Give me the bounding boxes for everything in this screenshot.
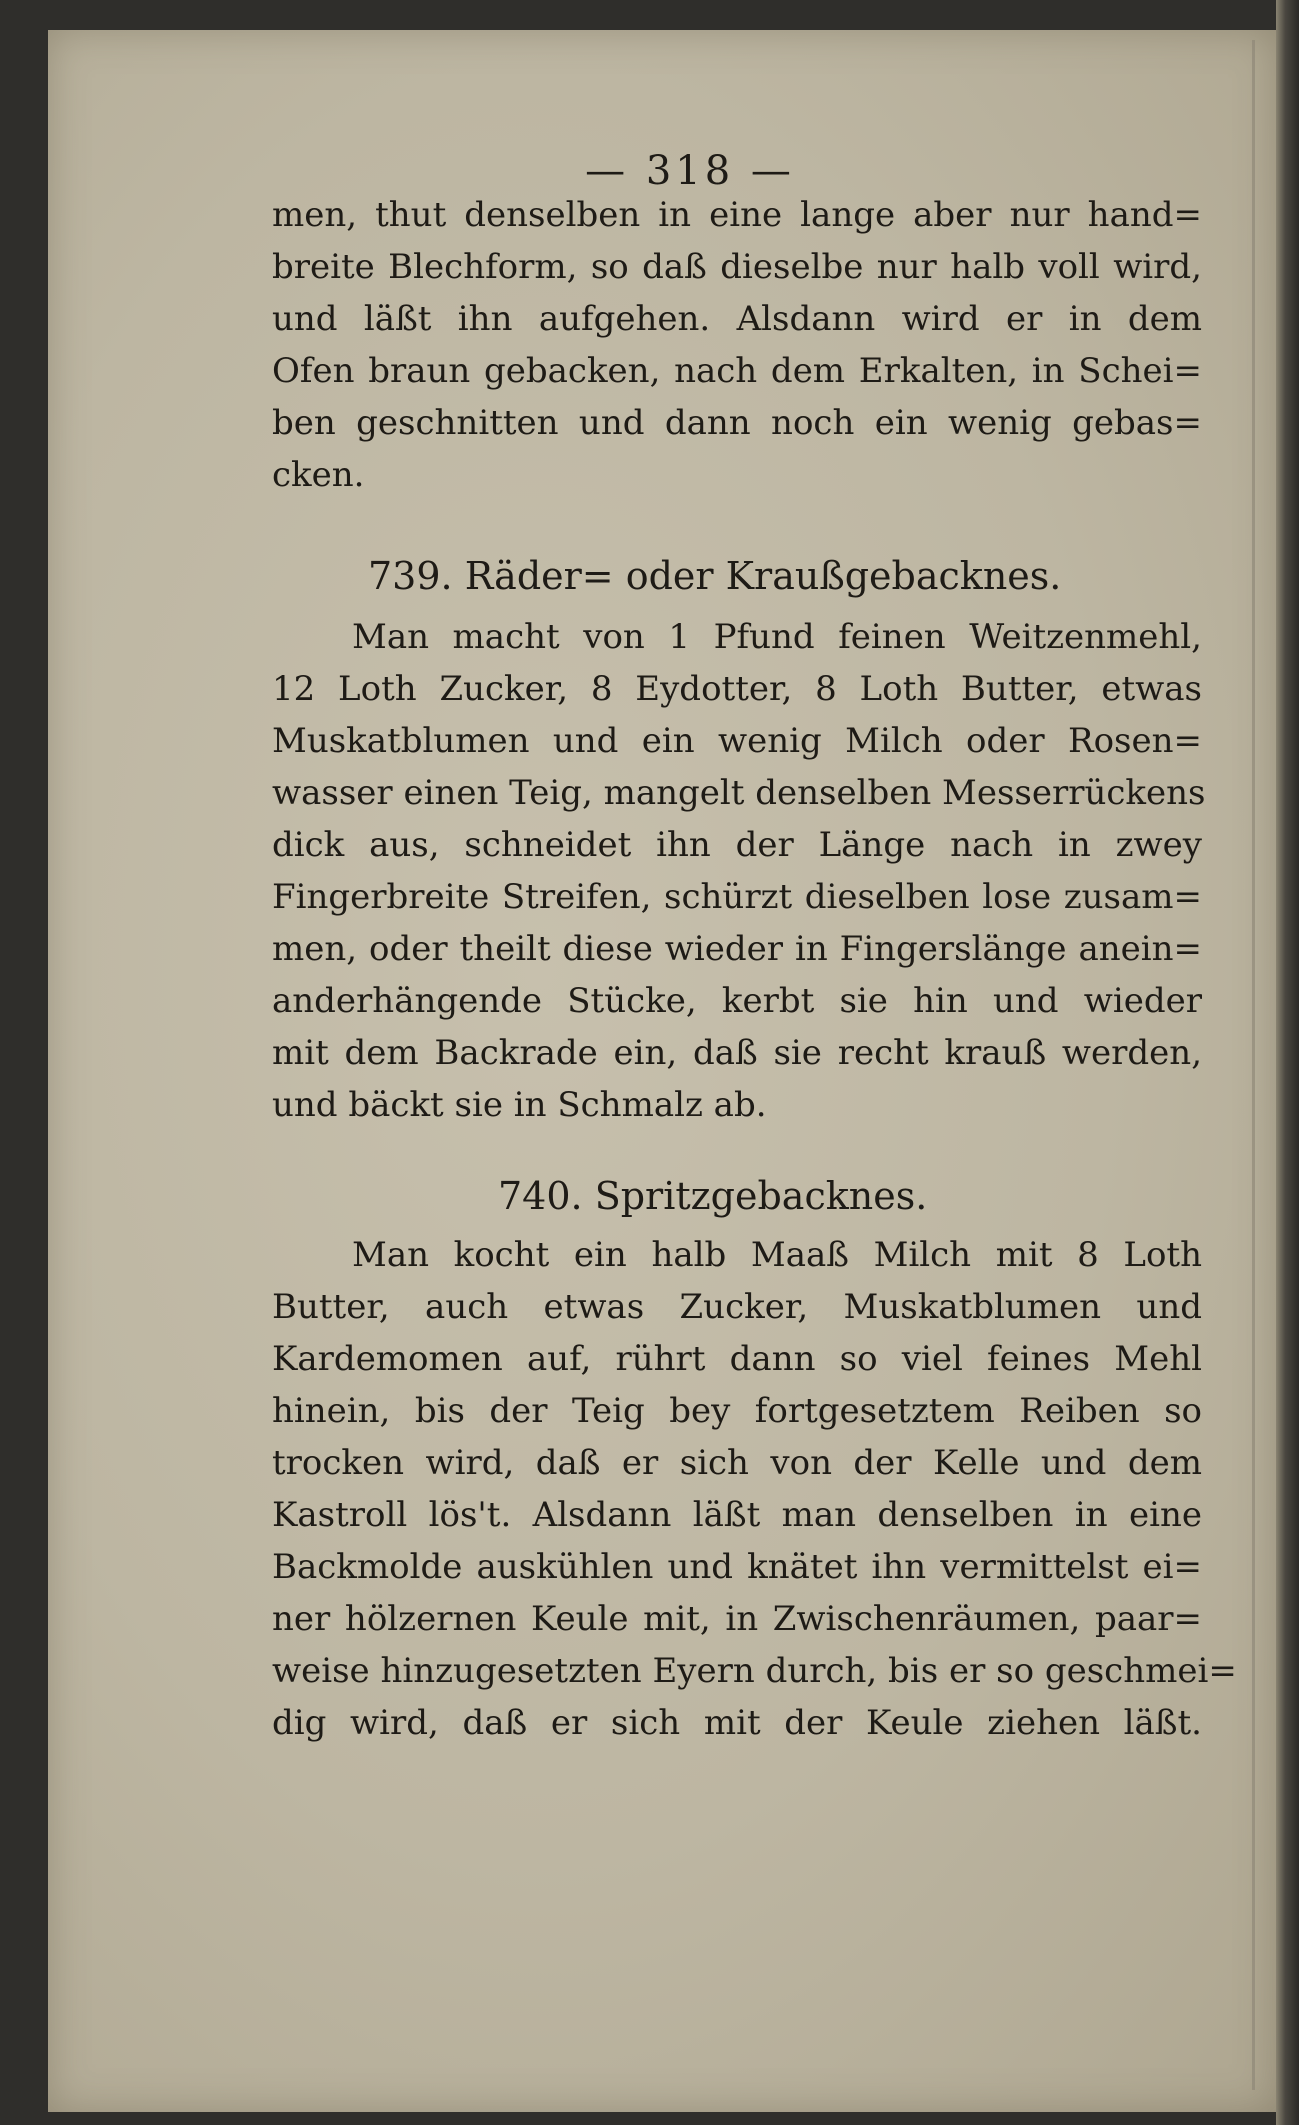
recipe-739-line: 12 Loth Zucker, 8 Eydotter, 8 Loth Butter, etwas bbox=[272, 669, 1202, 709]
recipe-739-line: anderhängende Stücke, kerbt sie hin und wieder bbox=[272, 981, 1202, 1021]
page-number: — 318 — bbox=[585, 148, 795, 194]
intro-line: men, thut denselben in eine lange aber nur hand= bbox=[272, 195, 1202, 235]
recipe-739-heading: 739. Räder= oder Kraußgebacknes. bbox=[368, 554, 1062, 598]
recipe-739-line: Fingerbreite Streifen, schürzt dieselben lose zusam= bbox=[272, 877, 1202, 917]
recipe-740-line: Kastroll lös't. Alsdann läßt man denselben in eine bbox=[272, 1495, 1202, 1535]
recipe-740-line: Man kocht ein halb Maaß Milch mit 8 Loth bbox=[352, 1235, 1202, 1275]
recipe-739-line: wasser einen Teig, mangelt denselben Messerrückens bbox=[272, 773, 1206, 813]
recipe-740-line: Backmolde auskühlen und knätet ihn vermittelst ei= bbox=[272, 1547, 1202, 1587]
recipe-740-line: Kardemomen auf, rührt dann so viel feines Mehl bbox=[272, 1339, 1202, 1379]
recipe-739-line: Man macht von 1 Pfund feinen Weitzenmehl, bbox=[352, 617, 1202, 657]
recipe-740-line: weise hinzugesetzten Eyern durch, bis er so geschmei= bbox=[272, 1651, 1237, 1691]
recipe-739-line: men, oder theilt diese wieder in Fingerslänge anein= bbox=[272, 929, 1202, 969]
recipe-740-line: trocken wird, daß er sich von der Kelle und dem bbox=[272, 1443, 1202, 1483]
recipe-740-line: ner hölzernen Keule mit, in Zwischenräumen, paar= bbox=[272, 1599, 1202, 1639]
recipe-739-line: dick aus, schneidet ihn der Länge nach in zwey bbox=[272, 825, 1202, 865]
recipe-740-line: Butter, auch etwas Zucker, Muskatblumen und bbox=[272, 1287, 1202, 1327]
recipe-740-heading: 740. Spritzgebacknes. bbox=[498, 1174, 928, 1218]
recipe-740-line: dig wird, daß er sich mit der Keule ziehen läßt. bbox=[272, 1703, 1202, 1743]
page-fold-line bbox=[1252, 40, 1255, 2090]
recipe-739-line: Muskatblumen und ein wenig Milch oder Rosen= bbox=[272, 721, 1202, 761]
intro-line: und läßt ihn aufgehen. Alsdann wird er in dem bbox=[272, 299, 1202, 339]
intro-line: ben geschnitten und dann noch ein wenig gebas= bbox=[272, 403, 1202, 443]
recipe-739-line: mit dem Backrade ein, daß sie recht krauß werden, bbox=[272, 1033, 1202, 1073]
intro-line: Ofen braun gebacken, nach dem Erkalten, in Schei= bbox=[272, 351, 1202, 391]
intro-line: breite Blechform, so daß dieselbe nur halb voll wird, bbox=[272, 247, 1202, 287]
recipe-739-line: und bäckt sie in Schmalz ab. bbox=[272, 1085, 767, 1125]
book-edge bbox=[1276, 0, 1299, 2125]
recipe-740-line: hinein, bis der Teig bey fortgesetztem Reiben so bbox=[272, 1391, 1202, 1431]
intro-line: cken. bbox=[272, 455, 365, 495]
